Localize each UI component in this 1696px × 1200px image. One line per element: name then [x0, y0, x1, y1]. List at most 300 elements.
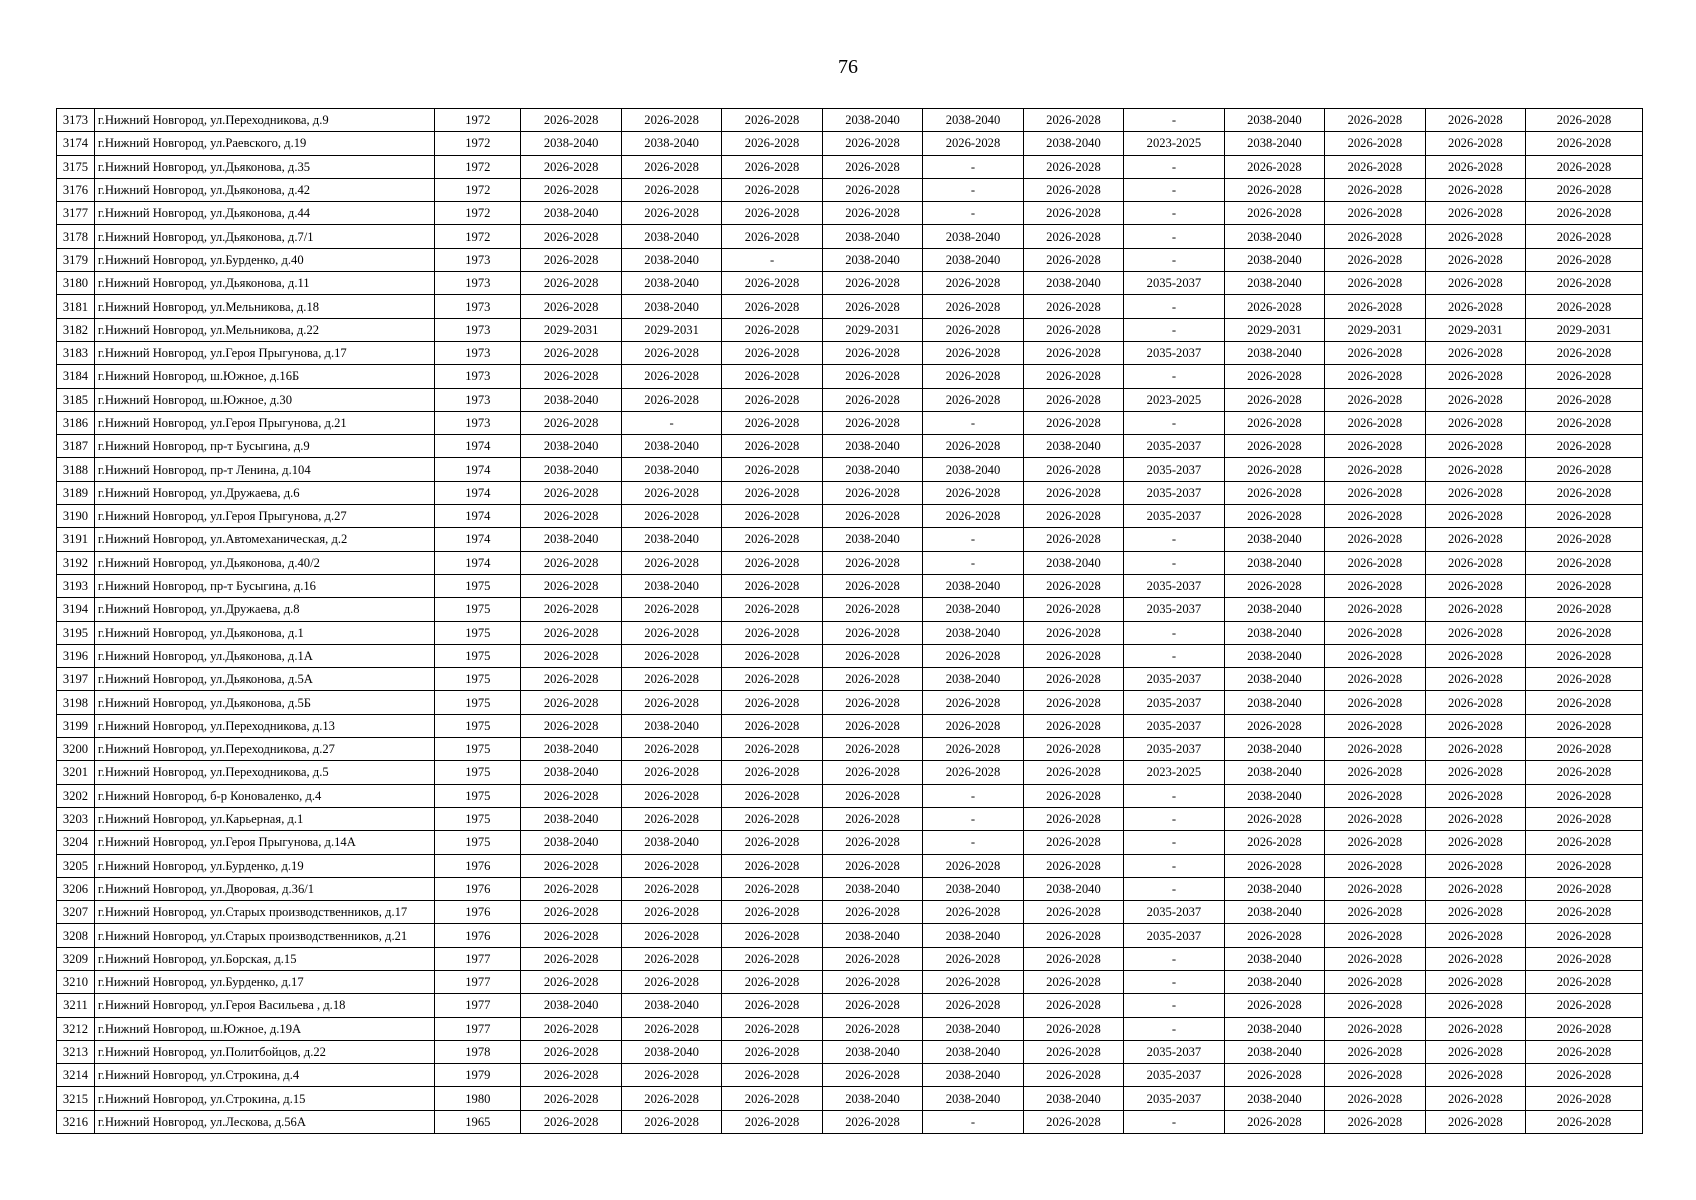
period-cell: 2026-2028: [1023, 714, 1123, 737]
period-cell: -: [1124, 528, 1224, 551]
address-cell: г.Нижний Новгород, ул.Героя Прыгунова, д.17: [94, 341, 434, 364]
period-cell: 2026-2028: [722, 831, 822, 854]
period-cell: 2026-2028: [1526, 924, 1643, 947]
period-cell: 2026-2028: [1023, 481, 1123, 504]
year-cell: 1976: [435, 901, 521, 924]
period-cell: 2026-2028: [1224, 807, 1324, 830]
period-cell: 2026-2028: [822, 668, 922, 691]
period-cell: 2038-2040: [1023, 132, 1123, 155]
year-cell: 1973: [435, 365, 521, 388]
address-cell: г.Нижний Новгород, ул.Старых производственников, д.21: [94, 924, 434, 947]
period-cell: 2038-2040: [822, 1040, 922, 1063]
address-cell: г.Нижний Новгород, ул.Дружаева, д.6: [94, 481, 434, 504]
table-row: [57, 132, 1643, 155]
period-cell: 2026-2028: [1023, 202, 1123, 225]
period-cell: 2026-2028: [923, 388, 1023, 411]
period-cell: 2026-2028: [1224, 365, 1324, 388]
period-cell: 2038-2040: [1224, 691, 1324, 714]
period-cell: 2026-2028: [621, 388, 721, 411]
year-cell: 1978: [435, 1040, 521, 1063]
address-cell: г.Нижний Новгород, пр-т Бусыгина, д.16: [94, 574, 434, 597]
period-cell: 2026-2028: [521, 341, 621, 364]
year-cell: 1972: [435, 109, 521, 132]
period-cell: 2026-2028: [521, 365, 621, 388]
period-cell: 2038-2040: [1224, 341, 1324, 364]
year-cell: 1973: [435, 318, 521, 341]
period-cell: 2026-2028: [1526, 807, 1643, 830]
period-cell: 2026-2028: [822, 831, 922, 854]
address-cell: г.Нижний Новгород, ул.Мельникова, д.22: [94, 318, 434, 341]
row-number-cell: 3205: [57, 854, 95, 877]
period-cell: 2026-2028: [1325, 598, 1425, 621]
period-cell: 2026-2028: [1425, 178, 1525, 201]
table-row: [57, 341, 1643, 364]
period-cell: 2026-2028: [923, 970, 1023, 993]
period-cell: 2035-2037: [1124, 901, 1224, 924]
row-number-cell: 3174: [57, 132, 95, 155]
period-cell: 2026-2028: [923, 318, 1023, 341]
address-cell: г.Нижний Новгород, пр-т Бусыгина, д.9: [94, 435, 434, 458]
row-number-cell: 3183: [57, 341, 95, 364]
period-cell: 2026-2028: [1224, 202, 1324, 225]
period-cell: 2026-2028: [1325, 714, 1425, 737]
period-cell: 2026-2028: [1526, 1110, 1643, 1133]
year-cell: 1974: [435, 458, 521, 481]
period-cell: 2026-2028: [1425, 132, 1525, 155]
address-cell: г.Нижний Новгород, ул.Переходникова, д.13: [94, 714, 434, 737]
period-cell: 2026-2028: [521, 668, 621, 691]
period-cell: 2029-2031: [521, 318, 621, 341]
period-cell: 2026-2028: [1325, 947, 1425, 970]
table-row: [57, 411, 1643, 434]
period-cell: 2026-2028: [722, 178, 822, 201]
period-cell: 2035-2037: [1124, 574, 1224, 597]
period-cell: 2026-2028: [923, 505, 1023, 528]
year-cell: 1977: [435, 994, 521, 1017]
period-cell: 2026-2028: [822, 947, 922, 970]
period-cell: 2026-2028: [621, 621, 721, 644]
period-cell: 2026-2028: [722, 272, 822, 295]
period-cell: 2026-2028: [1023, 1040, 1123, 1063]
period-cell: -: [1124, 551, 1224, 574]
period-cell: 2035-2037: [1124, 738, 1224, 761]
table-row: [57, 738, 1643, 761]
period-cell: 2026-2028: [1325, 388, 1425, 411]
period-cell: 2026-2028: [1425, 831, 1525, 854]
period-cell: 2026-2028: [1425, 714, 1525, 737]
table-row: [57, 970, 1643, 993]
period-cell: 2038-2040: [1224, 1017, 1324, 1040]
period-cell: 2026-2028: [521, 714, 621, 737]
period-cell: 2026-2028: [1526, 388, 1643, 411]
row-number-cell: 3194: [57, 598, 95, 621]
period-cell: 2026-2028: [1425, 924, 1525, 947]
period-cell: 2026-2028: [722, 132, 822, 155]
period-cell: 2026-2028: [1526, 411, 1643, 434]
period-cell: 2026-2028: [1425, 202, 1525, 225]
period-cell: 2026-2028: [822, 761, 922, 784]
period-cell: 2026-2028: [722, 365, 822, 388]
period-cell: 2026-2028: [1526, 551, 1643, 574]
period-cell: 2026-2028: [1325, 1017, 1425, 1040]
year-cell: 1979: [435, 1064, 521, 1087]
period-cell: 2026-2028: [1425, 598, 1525, 621]
table-row: [57, 831, 1643, 854]
address-cell: г.Нижний Новгород, ул.Политбойцов, д.22: [94, 1040, 434, 1063]
period-cell: -: [621, 411, 721, 434]
period-cell: 2026-2028: [1425, 574, 1525, 597]
period-cell: 2026-2028: [1023, 178, 1123, 201]
row-number-cell: 3210: [57, 970, 95, 993]
period-cell: 2038-2040: [822, 877, 922, 900]
period-cell: 2035-2037: [1124, 668, 1224, 691]
period-cell: 2026-2028: [923, 901, 1023, 924]
address-cell: г.Нижний Новгород, ш.Южное, д.16Б: [94, 365, 434, 388]
period-cell: 2026-2028: [621, 924, 721, 947]
period-cell: 2026-2028: [1325, 761, 1425, 784]
period-cell: 2026-2028: [1526, 691, 1643, 714]
period-cell: 2038-2040: [923, 924, 1023, 947]
table-row: [57, 574, 1643, 597]
table-row: [57, 178, 1643, 201]
period-cell: 2026-2028: [1224, 505, 1324, 528]
period-cell: 2026-2028: [1425, 901, 1525, 924]
period-cell: 2026-2028: [822, 970, 922, 993]
period-cell: 2038-2040: [923, 877, 1023, 900]
period-cell: 2026-2028: [621, 505, 721, 528]
period-cell: -: [1124, 1017, 1224, 1040]
period-cell: 2026-2028: [1023, 621, 1123, 644]
address-cell: г.Нижний Новгород, ул.Героя Прыгунова, д.14А: [94, 831, 434, 854]
address-cell: г.Нижний Новгород, ул.Старых производственников, д.17: [94, 901, 434, 924]
row-number-cell: 3209: [57, 947, 95, 970]
period-cell: 2026-2028: [722, 994, 822, 1017]
period-cell: 2038-2040: [1023, 272, 1123, 295]
period-cell: 2026-2028: [521, 1087, 621, 1110]
period-cell: 2026-2028: [1023, 295, 1123, 318]
period-cell: 2038-2040: [621, 831, 721, 854]
period-cell: 2026-2028: [822, 341, 922, 364]
period-cell: 2038-2040: [1224, 621, 1324, 644]
row-number-cell: 3176: [57, 178, 95, 201]
table-row: [57, 854, 1643, 877]
period-cell: 2026-2028: [722, 1017, 822, 1040]
period-cell: 2038-2040: [521, 435, 621, 458]
row-number-cell: 3203: [57, 807, 95, 830]
period-cell: 2026-2028: [822, 598, 922, 621]
period-cell: 2026-2028: [722, 295, 822, 318]
period-cell: 2026-2028: [1526, 458, 1643, 481]
period-cell: 2029-2031: [1425, 318, 1525, 341]
period-cell: 2026-2028: [923, 481, 1023, 504]
period-cell: 2029-2031: [1224, 318, 1324, 341]
period-cell: 2038-2040: [621, 248, 721, 271]
period-cell: 2026-2028: [1325, 807, 1425, 830]
period-cell: 2026-2028: [1526, 481, 1643, 504]
period-cell: 2026-2028: [621, 1087, 721, 1110]
period-cell: 2026-2028: [722, 551, 822, 574]
period-cell: 2026-2028: [621, 970, 721, 993]
period-cell: 2026-2028: [822, 784, 922, 807]
table-row: [57, 644, 1643, 667]
period-cell: 2026-2028: [822, 272, 922, 295]
period-cell: 2038-2040: [1224, 551, 1324, 574]
period-cell: 2026-2028: [1425, 365, 1525, 388]
address-cell: г.Нижний Новгород, ул.Дьяконова, д.5А: [94, 668, 434, 691]
period-cell: 2026-2028: [1526, 178, 1643, 201]
period-cell: 2026-2028: [722, 225, 822, 248]
year-cell: 1975: [435, 831, 521, 854]
period-cell: -: [923, 784, 1023, 807]
period-cell: 2026-2028: [1526, 272, 1643, 295]
year-cell: 1980: [435, 1087, 521, 1110]
period-cell: -: [1124, 947, 1224, 970]
period-cell: 2026-2028: [1425, 668, 1525, 691]
period-cell: 2026-2028: [1526, 528, 1643, 551]
period-cell: 2026-2028: [923, 691, 1023, 714]
period-cell: -: [923, 178, 1023, 201]
period-cell: 2026-2028: [1425, 761, 1525, 784]
period-cell: 2026-2028: [1325, 668, 1425, 691]
period-cell: 2038-2040: [923, 248, 1023, 271]
period-cell: 2038-2040: [822, 109, 922, 132]
period-cell: 2026-2028: [722, 1087, 822, 1110]
period-cell: 2026-2028: [1526, 341, 1643, 364]
period-cell: -: [923, 1110, 1023, 1133]
period-cell: 2026-2028: [1425, 1110, 1525, 1133]
period-cell: 2026-2028: [521, 225, 621, 248]
table-row: [57, 365, 1643, 388]
period-cell: 2026-2028: [1526, 109, 1643, 132]
period-cell: 2038-2040: [1224, 109, 1324, 132]
period-cell: 2026-2028: [722, 784, 822, 807]
row-number-cell: 3197: [57, 668, 95, 691]
period-cell: 2026-2028: [1425, 225, 1525, 248]
period-cell: 2026-2028: [822, 901, 922, 924]
year-cell: 1977: [435, 970, 521, 993]
table-row: [57, 202, 1643, 225]
period-cell: 2026-2028: [1023, 318, 1123, 341]
period-cell: 2026-2028: [1224, 435, 1324, 458]
period-cell: 2026-2028: [1023, 505, 1123, 528]
period-cell: 2026-2028: [621, 1064, 721, 1087]
period-cell: 2026-2028: [1425, 1087, 1525, 1110]
row-number-cell: 3190: [57, 505, 95, 528]
period-cell: 2026-2028: [1023, 574, 1123, 597]
year-cell: 1976: [435, 924, 521, 947]
period-cell: 2026-2028: [1325, 365, 1425, 388]
period-cell: 2026-2028: [722, 738, 822, 761]
period-cell: 2026-2028: [722, 528, 822, 551]
table-row: [57, 784, 1643, 807]
year-cell: 1965: [435, 1110, 521, 1133]
address-cell: г.Нижний Новгород, ул.Строкина, д.4: [94, 1064, 434, 1087]
row-number-cell: 3189: [57, 481, 95, 504]
period-cell: 2026-2028: [923, 272, 1023, 295]
period-cell: 2038-2040: [923, 109, 1023, 132]
period-cell: 2026-2028: [621, 109, 721, 132]
year-cell: 1974: [435, 481, 521, 504]
table-row: [57, 877, 1643, 900]
period-cell: 2026-2028: [1325, 411, 1425, 434]
period-cell: 2026-2028: [1023, 341, 1123, 364]
table-row: [57, 481, 1643, 504]
row-number-cell: 3211: [57, 994, 95, 1017]
period-cell: 2026-2028: [621, 1017, 721, 1040]
year-cell: 1975: [435, 784, 521, 807]
period-cell: 2038-2040: [822, 1087, 922, 1110]
period-cell: 2026-2028: [722, 1110, 822, 1133]
period-cell: 2026-2028: [1224, 388, 1324, 411]
period-cell: -: [1124, 295, 1224, 318]
period-cell: 2026-2028: [1023, 248, 1123, 271]
period-cell: 2026-2028: [621, 877, 721, 900]
period-cell: 2026-2028: [722, 644, 822, 667]
period-cell: 2026-2028: [722, 877, 822, 900]
address-cell: г.Нижний Новгород, ул.Дьяконова, д.5Б: [94, 691, 434, 714]
period-cell: 2026-2028: [621, 365, 721, 388]
year-cell: 1975: [435, 644, 521, 667]
period-cell: 2038-2040: [621, 225, 721, 248]
row-number-cell: 3208: [57, 924, 95, 947]
period-cell: 2026-2028: [1325, 272, 1425, 295]
table-row: [57, 318, 1643, 341]
period-cell: 2026-2028: [1023, 761, 1123, 784]
period-cell: 2035-2037: [1124, 598, 1224, 621]
period-cell: 2038-2040: [621, 272, 721, 295]
period-cell: 2026-2028: [1425, 784, 1525, 807]
period-cell: -: [1124, 970, 1224, 993]
period-cell: 2026-2028: [521, 481, 621, 504]
period-cell: 2026-2028: [1526, 714, 1643, 737]
period-cell: 2026-2028: [1325, 877, 1425, 900]
row-number-cell: 3181: [57, 295, 95, 318]
period-cell: 2035-2037: [1124, 714, 1224, 737]
period-cell: 2026-2028: [822, 132, 922, 155]
period-cell: 2026-2028: [822, 388, 922, 411]
period-cell: -: [1124, 807, 1224, 830]
year-cell: 1975: [435, 574, 521, 597]
period-cell: 2026-2028: [822, 714, 922, 737]
address-cell: г.Нижний Новгород, ул.Борская, д.15: [94, 947, 434, 970]
period-cell: 2026-2028: [1526, 295, 1643, 318]
period-cell: 2038-2040: [923, 225, 1023, 248]
period-cell: 2038-2040: [1023, 551, 1123, 574]
period-cell: 2026-2028: [822, 411, 922, 434]
row-number-cell: 3212: [57, 1017, 95, 1040]
period-cell: 2026-2028: [722, 411, 822, 434]
address-cell: г.Нижний Новгород, ул.Автомеханическая, д.2: [94, 528, 434, 551]
period-cell: 2026-2028: [1224, 1110, 1324, 1133]
year-cell: 1972: [435, 202, 521, 225]
period-cell: 2026-2028: [1425, 388, 1525, 411]
row-number-cell: 3191: [57, 528, 95, 551]
period-cell: 2026-2028: [1023, 854, 1123, 877]
period-cell: 2026-2028: [822, 295, 922, 318]
period-cell: 2026-2028: [1425, 341, 1525, 364]
year-cell: 1974: [435, 528, 521, 551]
period-cell: 2026-2028: [722, 901, 822, 924]
period-cell: 2038-2040: [1224, 761, 1324, 784]
period-cell: 2026-2028: [621, 202, 721, 225]
period-cell: 2038-2040: [621, 458, 721, 481]
period-cell: 2026-2028: [1023, 458, 1123, 481]
period-cell: 2026-2028: [1425, 854, 1525, 877]
period-cell: 2026-2028: [822, 738, 922, 761]
period-cell: -: [1124, 225, 1224, 248]
period-cell: 2038-2040: [621, 574, 721, 597]
period-cell: 2038-2040: [1224, 644, 1324, 667]
table-row: [57, 761, 1643, 784]
address-cell: г.Нижний Новгород, ул.Дьяконова, д.42: [94, 178, 434, 201]
period-cell: 2026-2028: [1526, 901, 1643, 924]
row-number-cell: 3206: [57, 877, 95, 900]
period-cell: 2038-2040: [1224, 132, 1324, 155]
period-cell: 2026-2028: [923, 435, 1023, 458]
period-cell: 2026-2028: [722, 388, 822, 411]
period-cell: 2038-2040: [1224, 248, 1324, 271]
period-cell: 2026-2028: [521, 155, 621, 178]
address-cell: г.Нижний Новгород, ул.Переходникова, д.27: [94, 738, 434, 761]
period-cell: 2026-2028: [722, 854, 822, 877]
year-cell: 1974: [435, 435, 521, 458]
period-cell: 2038-2040: [521, 132, 621, 155]
table-row: [57, 505, 1643, 528]
period-cell: 2026-2028: [1325, 1064, 1425, 1087]
period-cell: 2026-2028: [1325, 341, 1425, 364]
period-cell: 2035-2037: [1124, 458, 1224, 481]
period-cell: 2038-2040: [621, 295, 721, 318]
period-cell: 2026-2028: [1023, 807, 1123, 830]
period-cell: 2038-2040: [1023, 435, 1123, 458]
period-cell: 2026-2028: [521, 1040, 621, 1063]
period-cell: 2026-2028: [521, 901, 621, 924]
period-cell: 2026-2028: [1023, 388, 1123, 411]
period-cell: 2026-2028: [1526, 854, 1643, 877]
row-number-cell: 3180: [57, 272, 95, 295]
row-number-cell: 3178: [57, 225, 95, 248]
period-cell: 2023-2025: [1124, 388, 1224, 411]
year-cell: 1974: [435, 551, 521, 574]
row-number-cell: 3184: [57, 365, 95, 388]
period-cell: 2026-2028: [621, 598, 721, 621]
period-cell: 2026-2028: [1526, 225, 1643, 248]
period-cell: 2038-2040: [1224, 1040, 1324, 1063]
period-cell: 2026-2028: [1526, 668, 1643, 691]
period-cell: 2026-2028: [1023, 691, 1123, 714]
table-row: [57, 155, 1643, 178]
period-cell: 2026-2028: [521, 644, 621, 667]
period-cell: 2038-2040: [923, 1064, 1023, 1087]
period-cell: 2026-2028: [1325, 458, 1425, 481]
year-cell: 1972: [435, 155, 521, 178]
year-cell: 1973: [435, 272, 521, 295]
period-cell: 2026-2028: [1425, 1040, 1525, 1063]
period-cell: 2026-2028: [1023, 1017, 1123, 1040]
period-cell: 2026-2028: [621, 784, 721, 807]
period-cell: 2038-2040: [1224, 668, 1324, 691]
period-cell: 2026-2028: [1325, 738, 1425, 761]
period-cell: 2026-2028: [1224, 481, 1324, 504]
period-cell: 2026-2028: [1224, 994, 1324, 1017]
period-cell: -: [923, 551, 1023, 574]
period-cell: 2038-2040: [923, 668, 1023, 691]
period-cell: 2026-2028: [1325, 831, 1425, 854]
period-cell: 2026-2028: [1425, 505, 1525, 528]
period-cell: 2026-2028: [1526, 505, 1643, 528]
year-cell: 1973: [435, 341, 521, 364]
period-cell: 2026-2028: [923, 761, 1023, 784]
